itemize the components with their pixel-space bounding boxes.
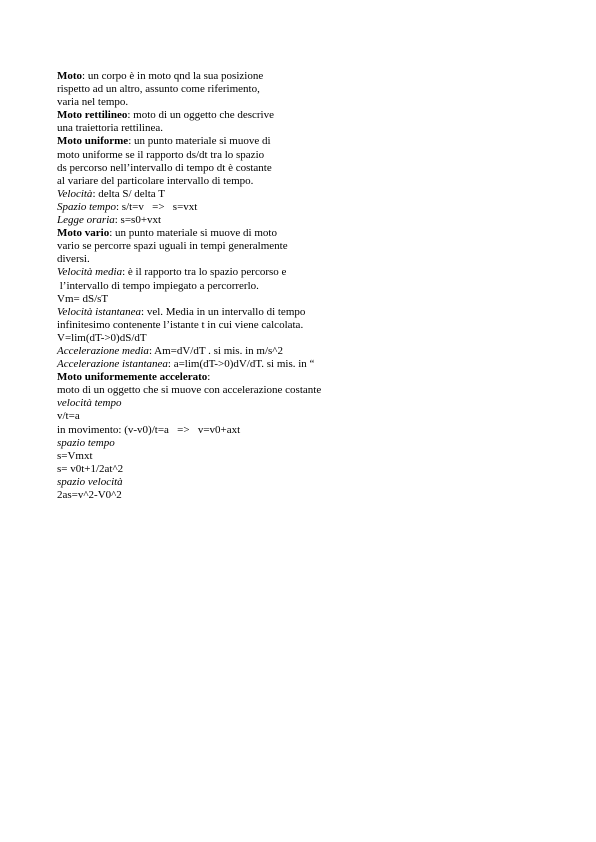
text-line bbox=[57, 450, 557, 463]
text-segment: : un corpo è in moto qnd la sua posizione bbox=[82, 70, 264, 82]
text-segment: al variare del particolare intervallo di tempo. bbox=[57, 174, 254, 187]
text-line bbox=[57, 489, 557, 502]
text-line bbox=[57, 384, 557, 397]
text-segment: : un punto materiale si muove di moto bbox=[109, 227, 277, 240]
italic-term: Accelerazione istantanea bbox=[57, 358, 168, 371]
text-line bbox=[57, 122, 557, 135]
text-line bbox=[57, 293, 557, 306]
text-line bbox=[57, 319, 557, 332]
text-segment: rispetto ad un altro, assunto come riferimento, bbox=[57, 83, 260, 96]
text-segment: l’intervallo di tempo impiegato a percorrerlo. bbox=[57, 279, 259, 292]
text-line bbox=[57, 345, 557, 358]
text-line bbox=[57, 201, 557, 214]
text-segment: s=Vmxt bbox=[57, 449, 93, 462]
text-segment: ds percorso nell’intervallo di tempo dt è costante bbox=[57, 161, 272, 174]
italic-term: Velocità bbox=[57, 187, 93, 200]
text-line bbox=[57, 188, 557, 201]
text-segment: v/t=a bbox=[57, 410, 80, 423]
text-line bbox=[57, 135, 557, 148]
text-line bbox=[57, 162, 557, 175]
text-line bbox=[57, 476, 557, 489]
text-segment: : s/t=v => s=vxt bbox=[115, 200, 198, 213]
text-segment: s= v0t+1/2at^2 bbox=[57, 462, 124, 475]
text-line bbox=[57, 240, 557, 253]
text-segment: 2as=v^2-V0^2 bbox=[57, 489, 122, 501]
italic-term: Legge oraria bbox=[57, 214, 115, 227]
italic-term: Accelerazione media bbox=[57, 344, 149, 357]
text-line bbox=[57, 83, 557, 96]
text-line bbox=[57, 175, 557, 188]
text-line bbox=[57, 332, 557, 345]
bold-term: Moto rettilineo bbox=[57, 109, 128, 122]
text-segment: Vm= dS/sT bbox=[57, 292, 109, 305]
text-line bbox=[57, 280, 557, 293]
text-segment: vario se percorre spazi uguali in tempi generalmente bbox=[57, 240, 288, 253]
italic-term: velocità tempo bbox=[57, 397, 122, 410]
text-segment: in movimento: (v-v0)/t=a => v=v0+axt bbox=[57, 423, 241, 436]
text-segment: : è il rapporto tra lo spazio percorso e bbox=[122, 266, 287, 279]
text-segment: moto uniforme se il rapporto ds/dt tra lo spazio bbox=[57, 148, 265, 161]
text-line bbox=[57, 214, 557, 227]
italic-term: spazio tempo bbox=[57, 436, 115, 449]
text-segment: diversi. bbox=[57, 253, 90, 266]
text-line bbox=[57, 410, 557, 423]
text-line bbox=[57, 70, 557, 83]
text-line bbox=[57, 371, 557, 384]
italic-term: Velocità istantanea bbox=[57, 305, 142, 318]
text-line bbox=[57, 306, 557, 319]
text-segment: V=lim(dT->0)dS/dT bbox=[57, 331, 147, 344]
italic-term: Spazio tempo bbox=[57, 200, 116, 213]
text-line bbox=[57, 149, 557, 162]
text-segment: varia nel tempo. bbox=[57, 96, 129, 109]
text-segment: : moto di un oggetto che descrive bbox=[127, 109, 274, 122]
text-segment: : s=s0+vxt bbox=[114, 214, 162, 227]
text-segment: moto di un oggetto che si muove con accelerazione costante bbox=[57, 384, 322, 397]
text-line bbox=[57, 96, 557, 109]
document-body bbox=[57, 70, 557, 502]
text-line bbox=[57, 266, 557, 279]
text-segment: : un punto materiale si muove di bbox=[128, 135, 271, 148]
text-line bbox=[57, 109, 557, 122]
text-segment: : delta S/ delta T bbox=[92, 187, 165, 200]
text-line bbox=[57, 437, 557, 450]
bold-term: Moto vario bbox=[57, 227, 110, 240]
text-segment: : Am=dV/dT . si mis. in m/s^2 bbox=[148, 344, 283, 357]
text-segment: : a=lim(dT->0)dV/dT. si mis. in “ bbox=[167, 358, 315, 371]
text-segment: una traiettoria rettilinea. bbox=[57, 122, 163, 135]
text-line bbox=[57, 253, 557, 266]
bold-term: Moto uniforme bbox=[57, 135, 129, 148]
text-line bbox=[57, 463, 557, 476]
text-segment: infinitesimo contenente l’istante t in cui viene calcolata. bbox=[57, 318, 304, 331]
italic-term: spazio velocità bbox=[57, 475, 123, 488]
text-line bbox=[57, 397, 557, 410]
text-line bbox=[57, 424, 557, 437]
text-line bbox=[57, 227, 557, 240]
bold-term: Moto bbox=[57, 70, 83, 82]
text-line bbox=[57, 358, 557, 371]
text-segment: : vel. Media in un intervallo di tempo bbox=[141, 305, 306, 318]
italic-term: Velocità media bbox=[57, 266, 123, 279]
text-segment: : bbox=[207, 371, 211, 384]
bold-term: Moto uniformemente accelerato bbox=[57, 371, 208, 384]
